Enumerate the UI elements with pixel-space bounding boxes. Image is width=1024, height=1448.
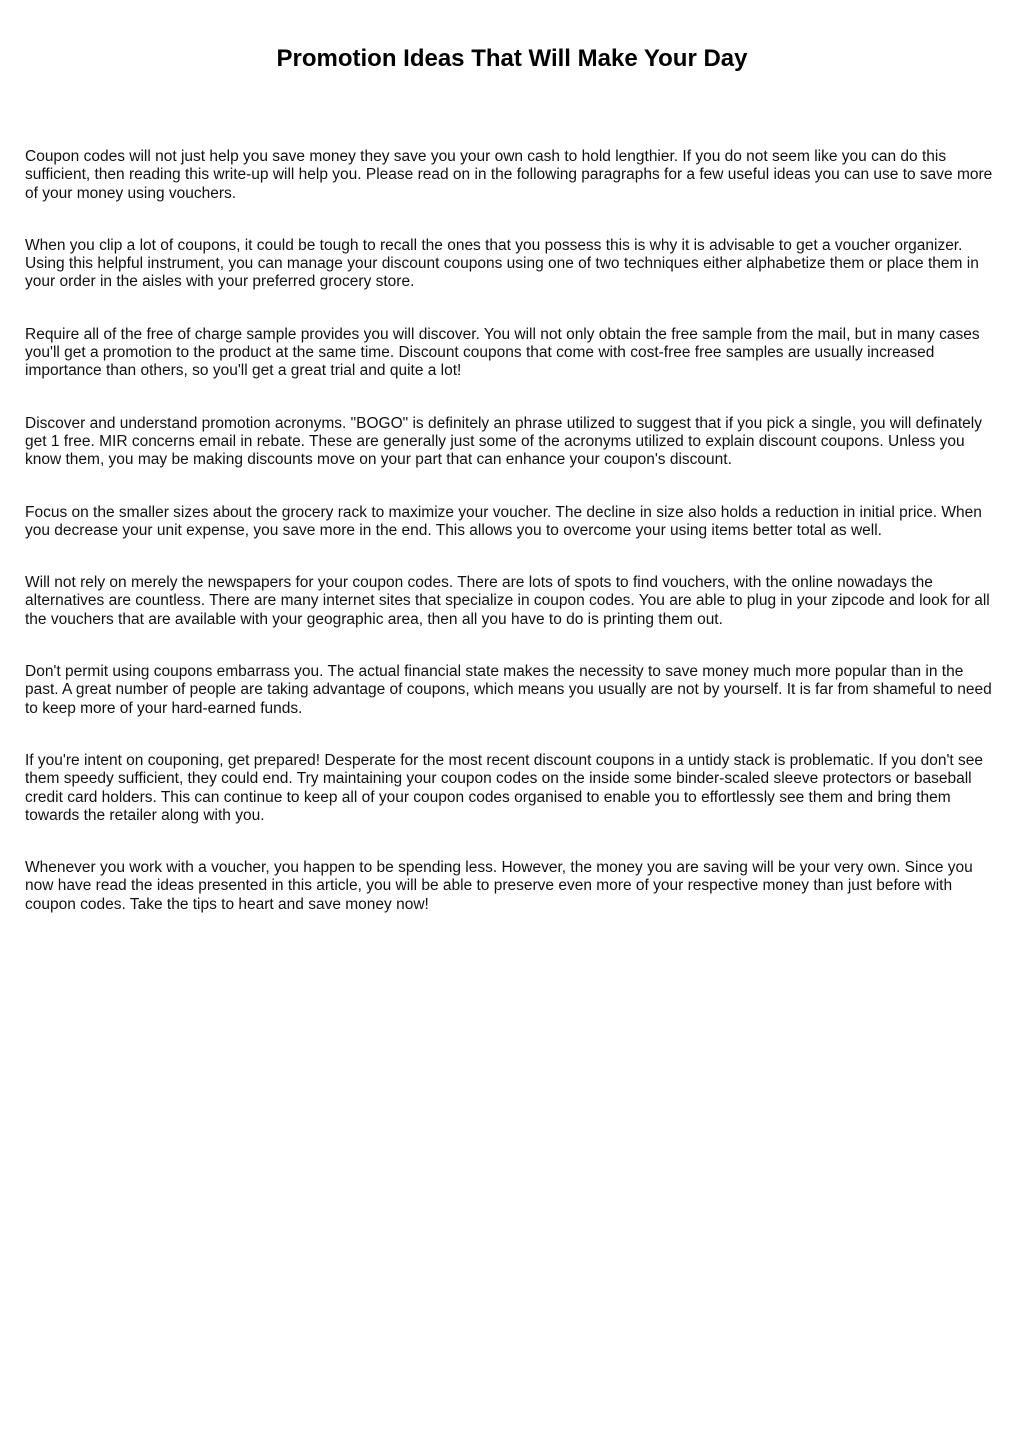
document-title: Promotion Ideas That Will Make Your Day — [276, 45, 748, 72]
paragraph: Don't permit using coupons embarrass you. The actual financial state makes the necessity to save money much more popular than in the past. A great number of people are taking advantage of coupons, which means you usually are not by yourself. It is far from shameful to need to keep more of your hard-earned funds. — [25, 663, 992, 717]
paragraph: Coupon codes will not just help you save money they save you your own cash to hold lengthier. If you do not seem like you can do this sufficient, then reading this write-up will help you. Please read on in the following paragraphs for a few useful ideas you can use to save more of your money using vouchers. — [25, 148, 993, 202]
document-body — [25, 148, 999, 948]
paragraph: Require all of the free of charge sample provides you will discover. You will not only obtain the free sample from the mail, but in many cases you'll get a promotion to the product at the same time. Discount coupons that come with cost-free free samples are usually increased importance than others, so you'll get a great trial and quite a lot! — [25, 325, 980, 380]
paragraph: Discover and understand promotion acronyms. "BOGO" is definitely an phrase utilized to suggest that if you pick a single, you will definately get 1 free. MIR concerns email in rebate. These are generally just some of the acronyms utilized to explain discount coupons. Unless you know them, you may be making discounts move on your part that can enhance your coupon's discount. — [25, 414, 982, 469]
paragraph: If you're intent on couponing, get prepared! Desperate for the most recent discount coupons in a untidy stack is problematic. If you don't see them speedy sufficient, they could end. Try maintaining your coupon codes on the inside some binder-scaled sleeve protectors or baseball credit card holders. This can continue to keep all of your coupon codes organised to enable you to effortlessly see them and bring them towards the retailer along with you. — [25, 751, 984, 824]
paragraph: Focus on the smaller sizes about the grocery rack to maximize your voucher. The decline in size also holds a reduction in initial price. When you decrease your unit expense, you save more in the end. This allows you to overcome your using items better total as well. — [25, 503, 982, 539]
paragraph: When you clip a lot of coupons, it could be tough to recall the ones that you possess this is why it is advisable to get a voucher organizer. Using this helpful instrument, you can manage your discount coupons using one of two techniques either alphabetize them or place them in your order in the aisles with your preferred grocery store. — [25, 236, 979, 291]
paragraph: Will not rely on merely the newspapers for your coupon codes. There are lots of spots to find vouchers, with the online nowadays the alternatives are countless. There are many internet sites that specialize in coupon codes. You are able to plug in your zipcode and look for all the vouchers that are available with your geographic area, then all you have to do is printing them out. — [25, 574, 990, 628]
paragraph: Whenever you work with a voucher, you happen to be spending less. However, the money you are saving will be your very own. Since you now have read the ideas presented in this article, you will be able to preserve even more of your respective money than just before with coupon codes. Take the tips to heart and save money now! — [25, 859, 973, 913]
